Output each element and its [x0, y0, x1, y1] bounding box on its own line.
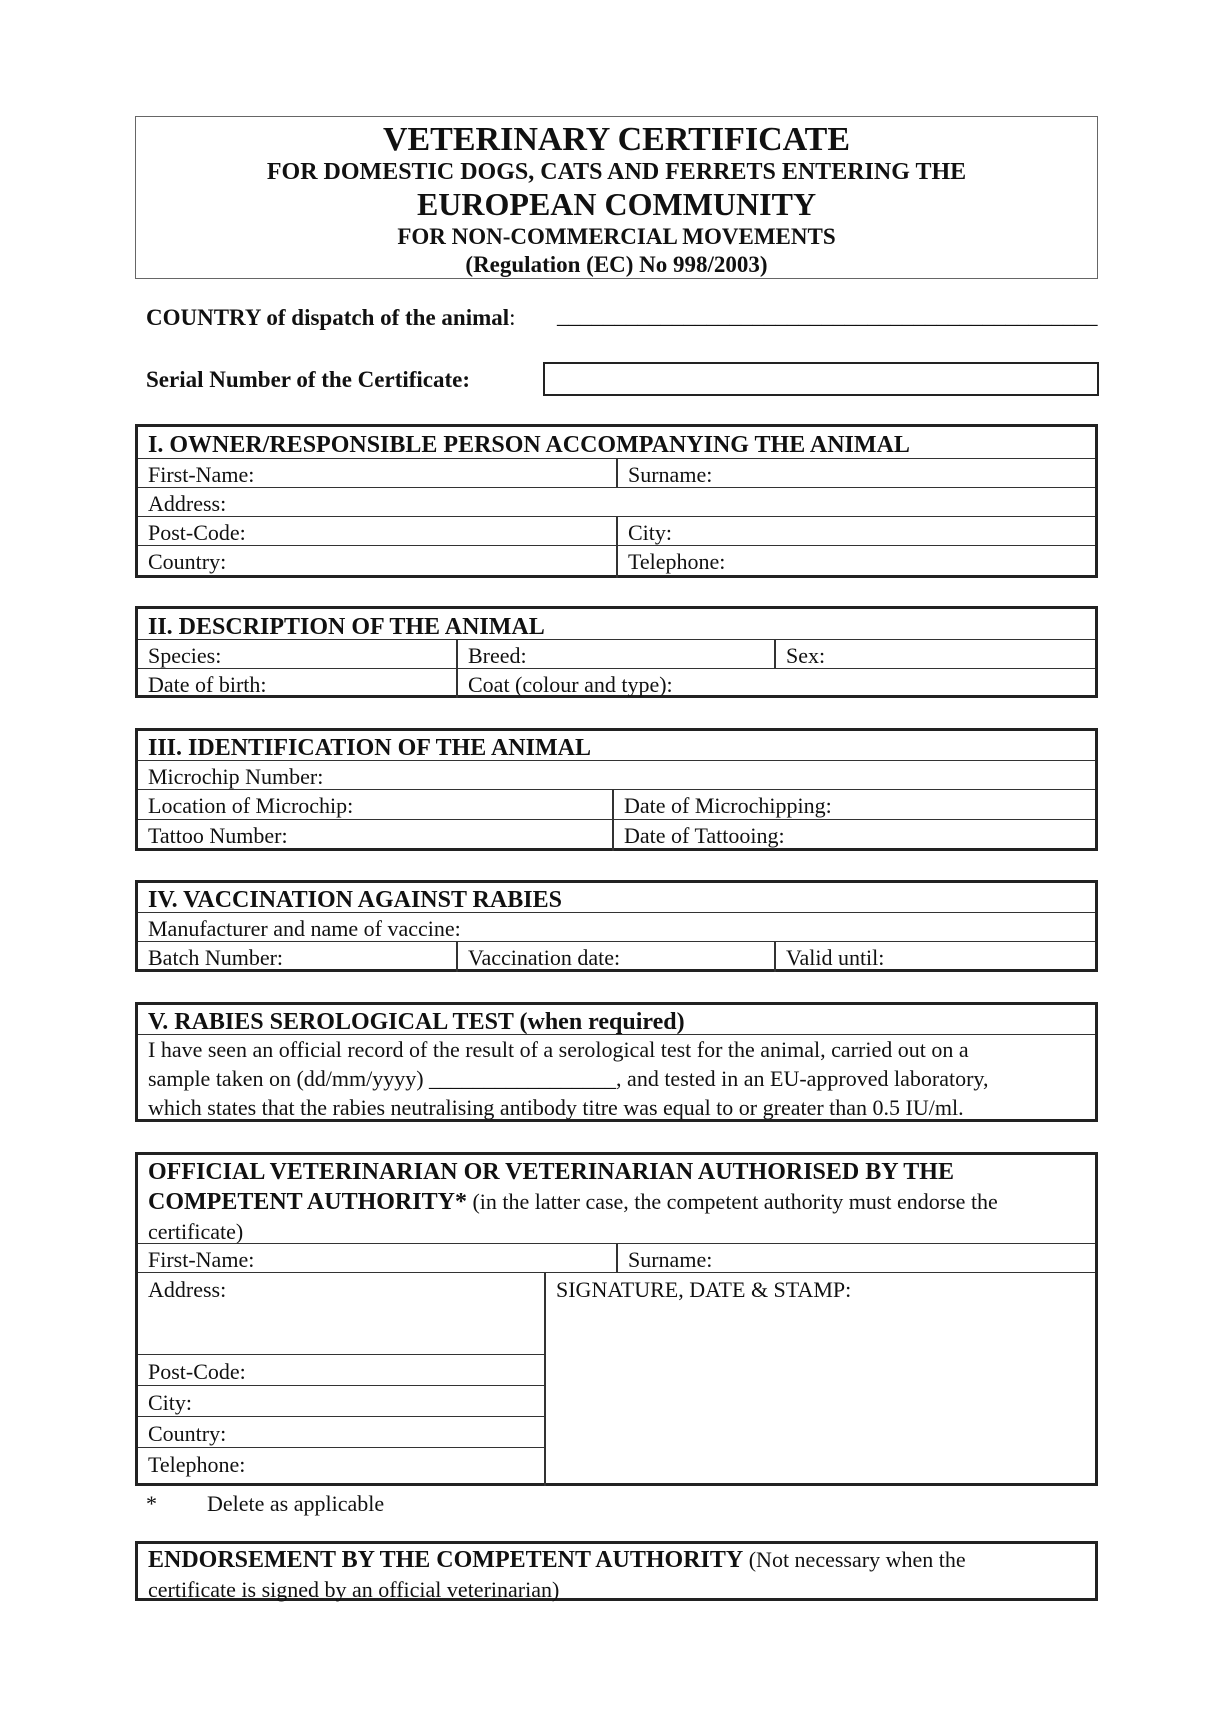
owner-country-field[interactable]: Country: — [148, 549, 227, 574]
vet-post-code-field[interactable]: Post-Code: — [148, 1359, 246, 1384]
serological-test-statement — [148, 1035, 1098, 1122]
breed-field[interactable]: Breed: — [468, 643, 527, 668]
country-dispatch-row — [146, 305, 516, 331]
divider — [138, 941, 1095, 942]
owner-first-name-field[interactable]: First-Name: — [148, 462, 255, 487]
divider — [138, 1447, 544, 1448]
animal-description-title: II. DESCRIPTION OF THE ANIMAL — [148, 614, 545, 640]
serial-number-field[interactable] — [543, 362, 1099, 396]
divider — [138, 668, 1095, 669]
animal-identification-section — [135, 728, 1098, 851]
divider — [138, 912, 1095, 913]
divider — [544, 1272, 546, 1486]
serological-line-1: I have seen an official record of the result of a serological test for the animal, carried out on a — [148, 1037, 969, 1062]
owner-telephone-field[interactable]: Telephone: — [628, 549, 726, 574]
tattoo-date-field[interactable]: Date of Tattooing: — [624, 823, 785, 848]
country-dispatch-label: COUNTRY of dispatch of the animal — [146, 305, 510, 330]
country-dispatch-field[interactable]: _______________________________________________ — [557, 303, 1098, 328]
veterinarian-title-bold: COMPETENT AUTHORITY* — [148, 1189, 467, 1215]
divider — [138, 1354, 544, 1355]
certificate-region: EUROPEAN COMMUNITY — [416, 186, 817, 222]
veterinarian-section — [135, 1152, 1098, 1486]
serological-test-title: V. RABIES SEROLOGICAL TEST (when required) — [148, 1009, 685, 1035]
owner-section — [135, 424, 1098, 578]
divider — [138, 760, 1095, 761]
serological-line-2: sample taken on (dd/mm/yyyy) _________________, and tested in an EU-approved laboratory, — [148, 1066, 989, 1091]
divider — [616, 1243, 618, 1272]
divider — [138, 819, 1095, 820]
endorsement-note: (Not necessary when the — [743, 1547, 966, 1572]
divider — [616, 458, 618, 487]
endorsement-text — [148, 1545, 1098, 1604]
owner-post-code-field[interactable]: Post-Code: — [148, 520, 246, 545]
vaccination-date-field[interactable]: Vaccination date: — [468, 945, 621, 970]
country-dispatch-colon: : — [509, 305, 516, 330]
divider — [456, 941, 458, 972]
endorsement-line-2: certificate is signed by an official veterinarian) — [148, 1577, 560, 1602]
divider — [138, 1385, 544, 1386]
endorsement-section — [135, 1541, 1098, 1601]
divider — [456, 639, 458, 698]
animal-description-section — [135, 606, 1098, 698]
veterinarian-title-rest: (in the latter case, the competent authority must endorse the — [466, 1189, 998, 1214]
microchip-date-field[interactable]: Date of Microchipping: — [624, 793, 832, 818]
endorsement-title: ENDORSEMENT BY THE COMPETENT AUTHORITY — [148, 1547, 744, 1573]
divider — [616, 516, 618, 578]
signature-date-stamp-area[interactable]: SIGNATURE, DATE & STAMP: — [556, 1277, 852, 1302]
vaccine-manufacturer-field[interactable]: Manufacturer and name of vaccine: — [148, 916, 461, 941]
owner-section-title: I. OWNER/RESPONSIBLE PERSON ACCOMPANYING THE ANIMAL — [148, 432, 910, 458]
vet-city-field[interactable]: City: — [148, 1390, 193, 1415]
veterinarian-title-line-3: certificate) — [148, 1219, 244, 1244]
divider — [138, 1416, 544, 1417]
vet-first-name-field[interactable]: First-Name: — [148, 1247, 255, 1272]
divider — [138, 639, 1095, 640]
vet-telephone-field[interactable]: Telephone: — [148, 1452, 246, 1477]
serological-test-section — [135, 1002, 1098, 1122]
serological-line-3: which states that the rabies neutralising antibody titre was equal to or greater than 0.5 IU/ml. — [148, 1095, 964, 1120]
veterinarian-section-title — [148, 1158, 1098, 1246]
coat-field[interactable]: Coat (colour and type): — [468, 672, 673, 697]
serial-number-label: Serial Number of the Certificate: — [146, 367, 471, 392]
certificate-title: VETERINARY CERTIFICATE — [382, 121, 851, 158]
rabies-vaccination-title: IV. VACCINATION AGAINST RABIES — [148, 887, 562, 913]
divider — [774, 639, 776, 668]
valid-until-field[interactable]: Valid until: — [786, 945, 885, 970]
certificate-header — [135, 116, 1098, 279]
footnote-marker: * — [146, 1491, 157, 1516]
certificate-movement-type: FOR NON-COMMERCIAL MOVEMENTS — [397, 224, 836, 249]
certificate-regulation: (Regulation (EC) No 998/2003) — [465, 252, 768, 277]
divider — [612, 789, 614, 851]
rabies-vaccination-section — [135, 880, 1098, 972]
tattoo-number-field[interactable]: Tattoo Number: — [148, 823, 288, 848]
animal-identification-title: III. IDENTIFICATION OF THE ANIMAL — [148, 735, 591, 761]
species-field[interactable]: Species: — [148, 643, 222, 668]
owner-city-field[interactable]: City: — [628, 520, 673, 545]
divider — [138, 789, 1095, 790]
divider — [138, 1272, 1095, 1273]
date-of-birth-field[interactable]: Date of birth: — [148, 672, 267, 697]
footnote-text: Delete as applicable — [207, 1491, 385, 1516]
divider — [138, 487, 1095, 488]
divider — [774, 941, 776, 972]
certificate-subtitle: FOR DOMESTIC DOGS, CATS AND FERRETS ENTERING THE — [266, 159, 967, 185]
vet-country-field[interactable]: Country: — [148, 1421, 227, 1446]
vet-surname-field[interactable]: Surname: — [628, 1247, 713, 1272]
vet-address-field[interactable]: Address: — [148, 1277, 227, 1302]
batch-number-field[interactable]: Batch Number: — [148, 945, 284, 970]
microchip-number-field[interactable]: Microchip Number: — [148, 764, 324, 789]
sex-field[interactable]: Sex: — [786, 643, 826, 668]
owner-address-field[interactable]: Address: — [148, 491, 227, 516]
veterinarian-title-line-1: OFFICIAL VETERINARIAN OR VETERINARIAN AUTHORISED BY THE — [148, 1159, 954, 1185]
owner-surname-field[interactable]: Surname: — [628, 462, 713, 487]
microchip-location-field[interactable]: Location of Microchip: — [148, 793, 354, 818]
